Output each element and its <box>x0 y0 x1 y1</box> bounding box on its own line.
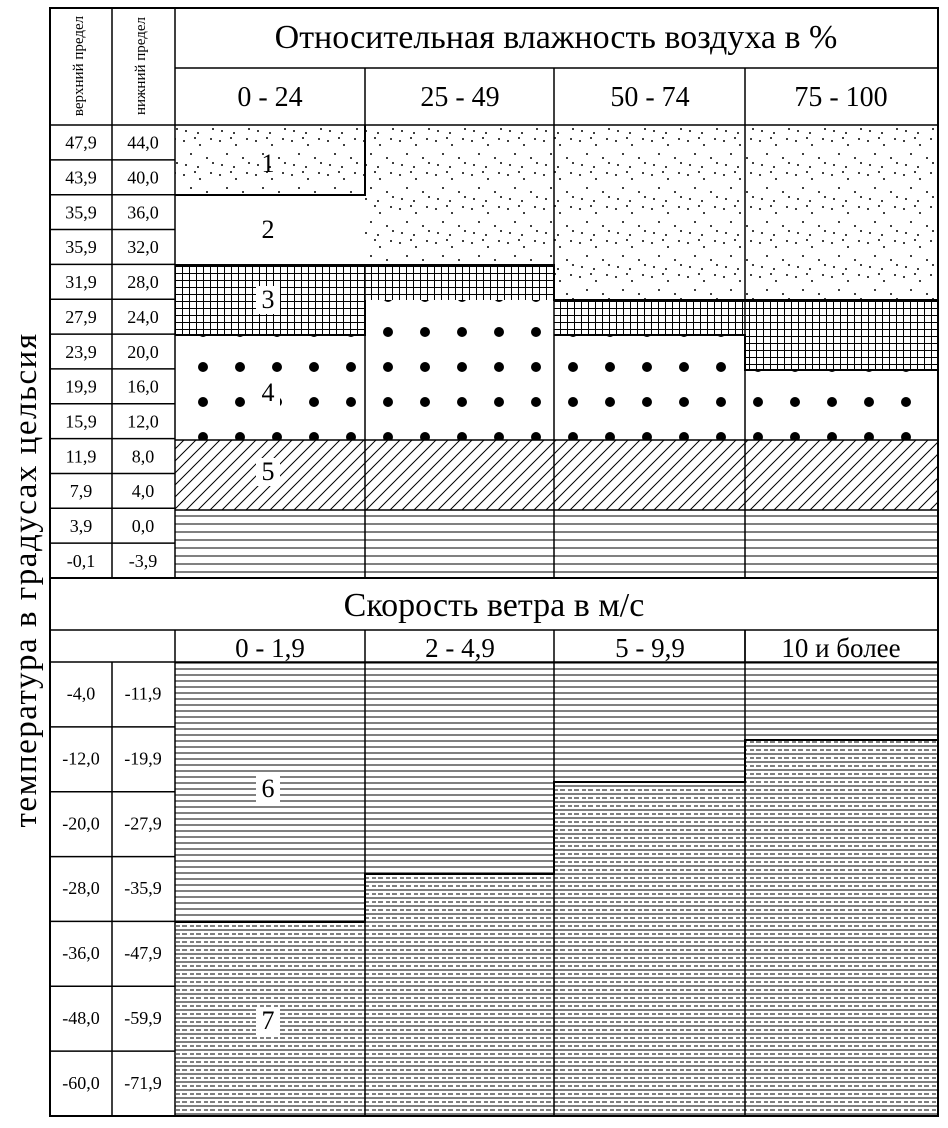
zone-7-fill <box>554 782 745 1116</box>
upper-limit-value: 3,9 <box>69 516 93 537</box>
zone-6-fill <box>554 662 745 782</box>
lower-limit-value: 28,0 <box>127 272 159 293</box>
humidity-title: Относительная влажность воздуха в % <box>274 19 838 56</box>
upper-limit-value: -48,0 <box>62 1007 100 1028</box>
zone-4-fill <box>554 335 745 440</box>
wind-range-label: 0 - 1,9 <box>235 633 305 663</box>
wind-range-label: 10 и более <box>781 633 901 663</box>
humidity-range-label: 75 - 100 <box>794 82 888 113</box>
lower-limit-value: -3,9 <box>128 550 158 571</box>
lower-limit-value: -71,9 <box>124 1072 162 1093</box>
zone-label-1: 1 <box>261 149 275 178</box>
humidity-range-label: 25 - 49 <box>420 82 500 113</box>
zone-4-fill <box>365 300 554 440</box>
upper-limit-value: 31,9 <box>65 272 97 293</box>
upper-limit-value: 35,9 <box>65 237 97 258</box>
humidity-ranges <box>237 82 887 113</box>
upper-limit-value: -12,0 <box>62 748 100 769</box>
zone-label-7: 7 <box>261 1006 275 1035</box>
lower-limit-value: -47,9 <box>124 943 162 964</box>
zone-6-fill <box>365 662 554 874</box>
upper-limit-value: -60,0 <box>62 1072 100 1093</box>
lower-limit-value: -11,9 <box>124 683 162 704</box>
upper-limit-value: -36,0 <box>62 943 100 964</box>
upper-limit-value: 11,9 <box>65 446 97 467</box>
zone-1-fill <box>365 125 554 265</box>
humidity-range-label: 0 - 24 <box>237 82 303 113</box>
wind-range-label: 2 - 4,9 <box>425 633 495 663</box>
lower-limit-value: 0,0 <box>131 516 155 537</box>
upper-limit-header: верхний предел <box>71 15 87 117</box>
upper-limit-value: -4,0 <box>66 683 96 704</box>
upper-limit-value: -20,0 <box>62 813 100 834</box>
zone-1-fill <box>554 125 745 300</box>
zone-7-fill <box>365 874 554 1116</box>
zone-label-6: 6 <box>261 774 275 803</box>
upper-limit-value: 35,9 <box>65 202 97 223</box>
lower-limit-value: -59,9 <box>124 1007 162 1028</box>
lower-limit-value: 36,0 <box>127 202 159 223</box>
zone-4-fill <box>745 370 938 440</box>
zone-6-fill <box>175 510 938 578</box>
lower-limit-value: -19,9 <box>124 748 162 769</box>
lower-limit-value: 16,0 <box>127 376 159 397</box>
upper-limit-value: 27,9 <box>65 306 97 327</box>
zone-3-fill <box>365 265 554 300</box>
side-label: температура в градусах цельсия <box>8 332 44 828</box>
zone-7-fill <box>745 740 938 1116</box>
zone-label-5: 5 <box>261 457 275 486</box>
zone-3-fill <box>554 300 745 335</box>
zone-5-fill <box>175 440 938 510</box>
lower-limit-value: 20,0 <box>127 341 159 362</box>
zone-label-3: 3 <box>261 285 275 314</box>
upper-limit-value: -0,1 <box>66 550 96 571</box>
lower-limit-value: 4,0 <box>131 481 155 502</box>
upper-limit-value: 19,9 <box>65 376 97 397</box>
wind-range-label: 5 - 9,9 <box>615 633 685 663</box>
upper-limit-value: 43,9 <box>65 167 97 188</box>
zone-label-2: 2 <box>261 215 275 244</box>
lower-limit-value: 40,0 <box>127 167 159 188</box>
lower-limit-value: 12,0 <box>127 411 159 432</box>
lower-limit-header: нижний предел <box>133 16 149 116</box>
zone-6-fill <box>745 662 938 740</box>
lower-limit-value: 8,0 <box>131 446 155 467</box>
upper-limit-value: 7,9 <box>69 481 93 502</box>
lower-limit-value: 32,0 <box>127 237 159 258</box>
upper-limit-value: -28,0 <box>62 878 100 899</box>
humidity-range-label: 50 - 74 <box>610 82 690 113</box>
wind-zones <box>175 662 938 1116</box>
lower-limit-value: 44,0 <box>127 132 159 153</box>
lower-limit-value: -27,9 <box>124 813 162 834</box>
zone-1-fill <box>745 125 938 300</box>
wind-title: Скорость ветра в м/с <box>343 587 645 624</box>
lower-limit-value: -35,9 <box>124 878 162 899</box>
wind-ranges <box>235 633 901 663</box>
zone-3-fill <box>745 300 938 370</box>
zone-label-4: 4 <box>261 378 275 407</box>
lower-limit-value: 24,0 <box>127 306 159 327</box>
upper-limit-value: 47,9 <box>65 132 97 153</box>
upper-limit-value: 15,9 <box>65 411 97 432</box>
upper-limit-value: 23,9 <box>65 341 97 362</box>
